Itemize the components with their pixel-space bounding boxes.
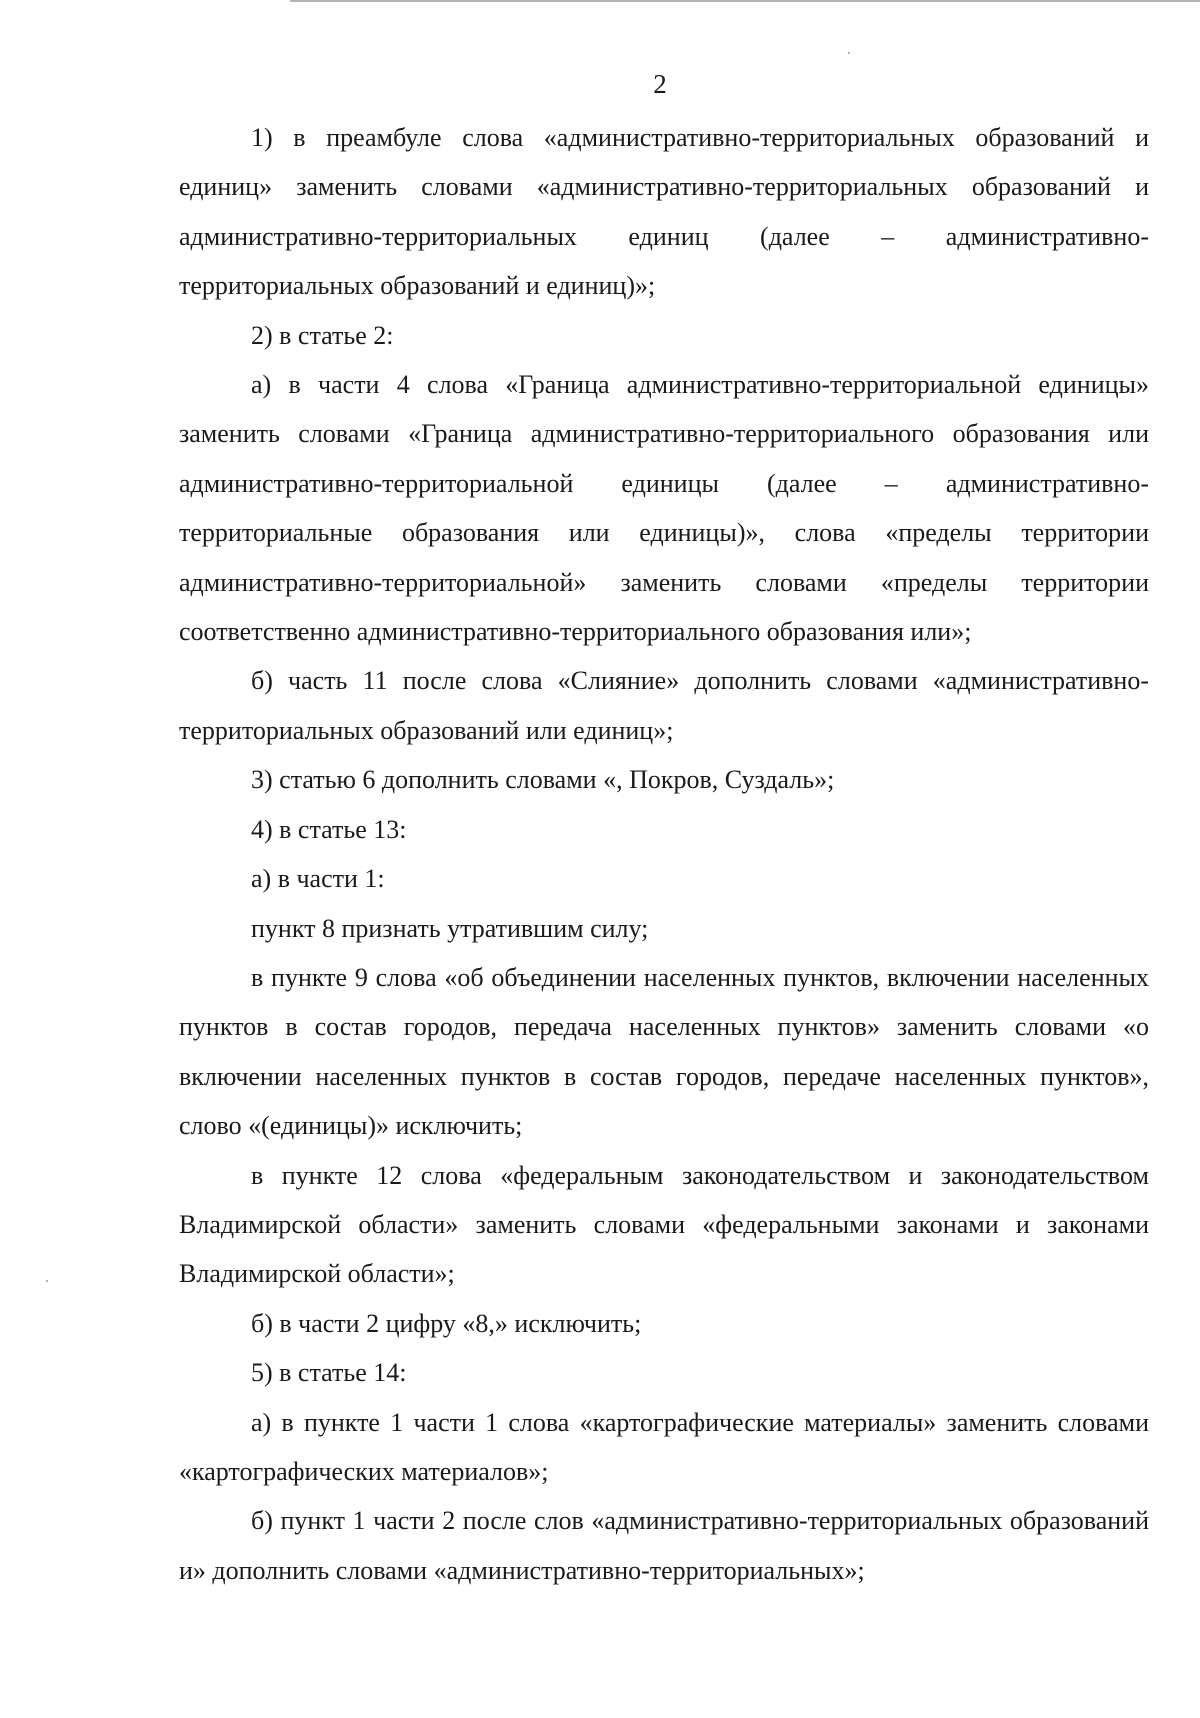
paragraph: а) в пункте 1 части 1 слова «картографические материалы» заменить словами «картографических материалов»;: [179, 1407, 1149, 1486]
paragraph: 3) статью 6 дополнить словами «, Покров, Суздаль»;: [251, 765, 835, 795]
scan-speck: [46, 1280, 48, 1282]
page-number: 2: [653, 69, 667, 99]
paragraph: б) часть 11 после слова «Слияние» дополнить словами «административно-территориальных образований или единиц»;: [179, 666, 1149, 745]
paragraph: в пункте 12 слова «федеральным законодательством и законодательством Владимирской области» заменить словами «федеральными законами и законами Владимирской области»;: [179, 1160, 1149, 1289]
paragraph: пункт 8 признать утратившим силу;: [251, 913, 649, 943]
document-body: [179, 113, 1149, 1595]
paragraph: в пункте 9 слова «об объединении населенных пунктов, включении населенных пунктов в состав городов, передача населенных пунктов» заменить словами «о включении населенных пунктов в состав городов, передаче населенных пунктов», слово «(единицы)» исключить;: [179, 962, 1149, 1141]
paragraph: 1) в преамбуле слова «административно-территориальных образований и единиц» заменить словами «административно-территориальных образований и административно-территориальных единиц (далее – административно-территориальных образований и единиц)»;: [179, 123, 1149, 301]
paragraph: б) в части 2 цифру «8,» исключить;: [251, 1308, 642, 1338]
paragraph: 4) в статье 13:: [251, 814, 407, 844]
paragraph: а) в части 4 слова «Граница административно-территориальной единицы» заменить словами «Граница административно-территориального образования или административно-территориальной единицы (далее – административно-территориальные образования или единицы)», слова «пределы территории административно-территориальной» заменить словами «пределы территории соответственно административно-территориального образования или»;: [179, 370, 1149, 647]
paragraph: а) в части 1:: [251, 864, 385, 894]
paragraph: 5) в статье 14:: [251, 1358, 407, 1388]
scan-top-edge-line: [290, 0, 1200, 2]
scan-speck: [848, 52, 850, 54]
paragraph: б) пункт 1 части 2 после слов «административно-территориальных образований и» дополнить словами «административно-территориальных»;: [179, 1506, 1149, 1585]
paragraph: 2) в статье 2:: [251, 320, 394, 350]
